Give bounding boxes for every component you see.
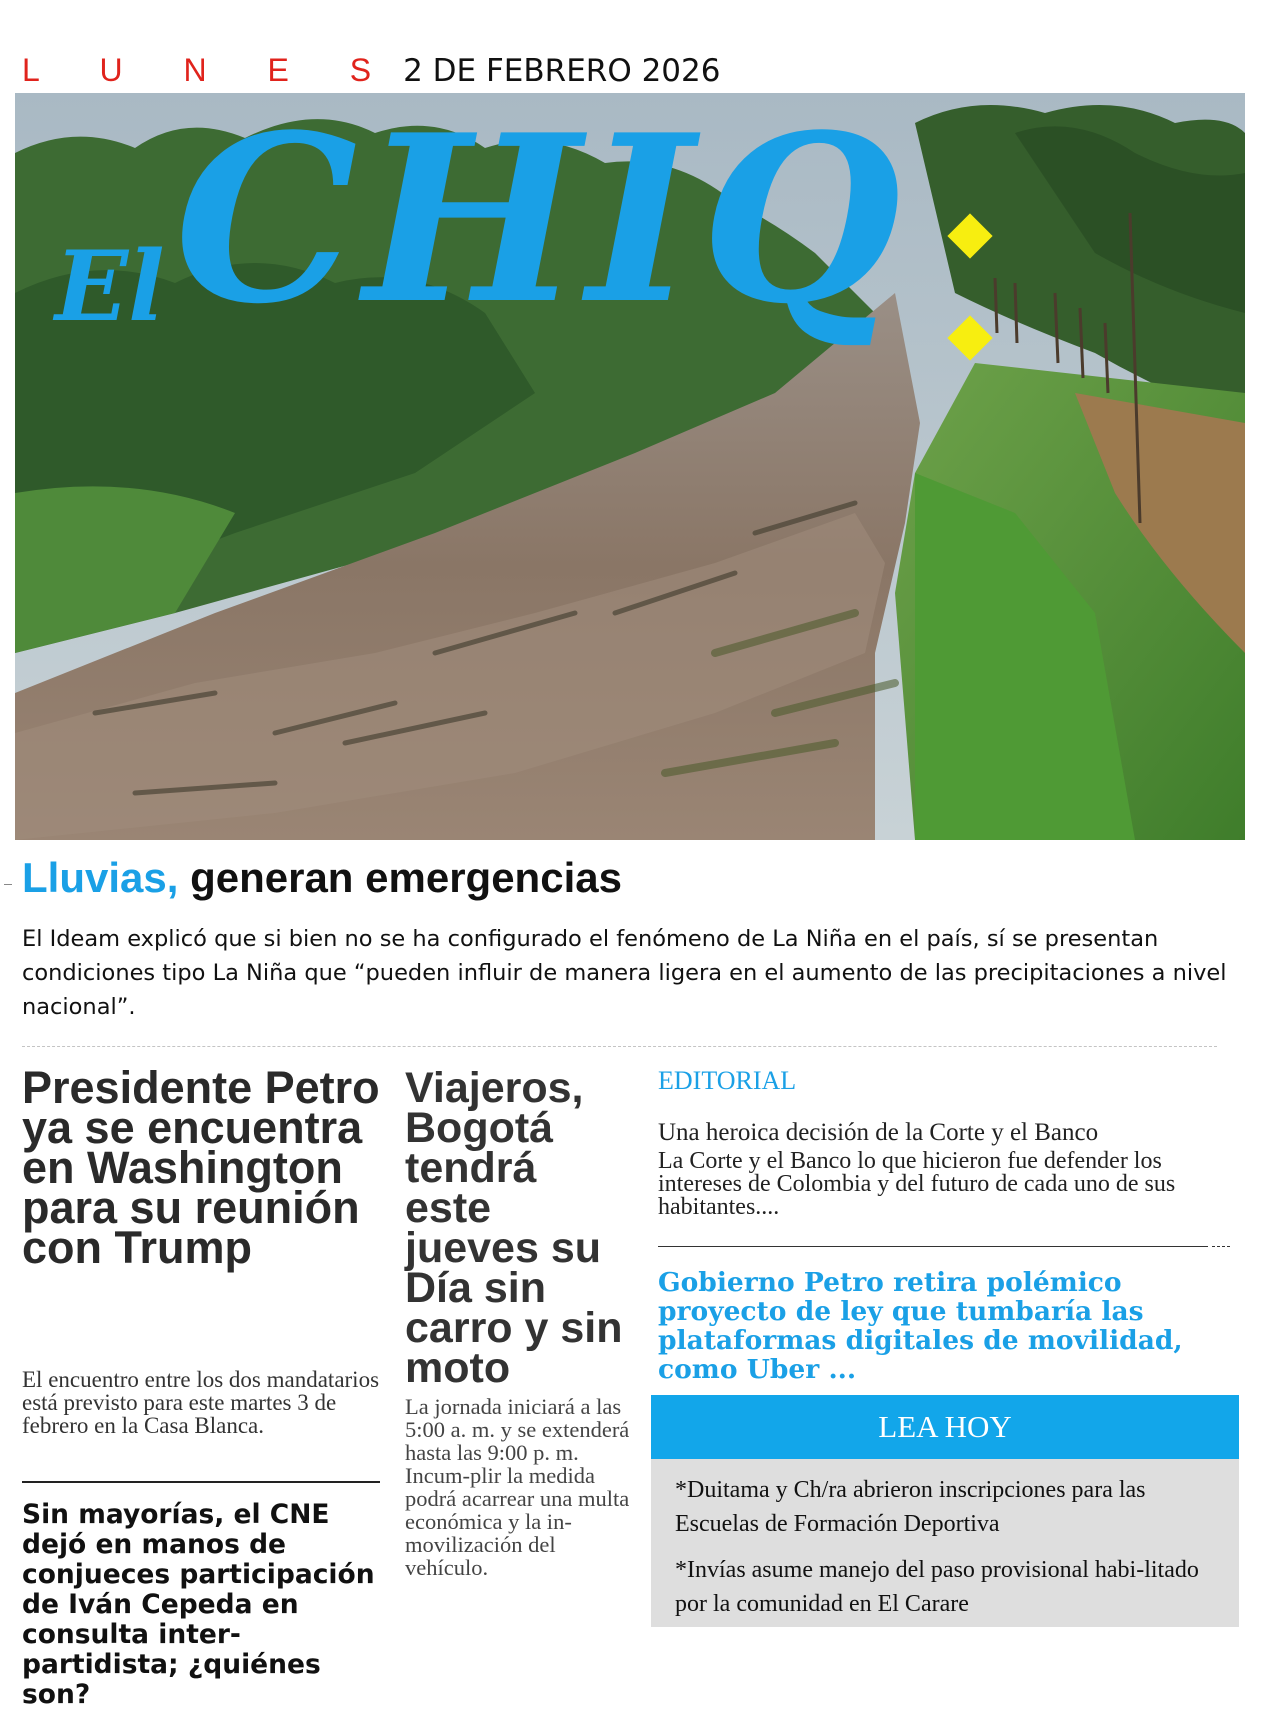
editorial-body: La Corte y el Banco lo que hicieron fue defender los intereses de Colombia y del futuro de cada uno de sus habitantes....	[658, 1148, 1176, 1220]
lea-hoy-item[interactable]: *Duitama y Ch/ra abrieron inscripciones para las Escuelas de Formación Deportiva	[675, 1477, 1146, 1537]
petro-washington-summary: El encuentro entre los dos mandatarios está previsto para este martes 3 de febrero en la Casa Blanca.	[22, 1367, 380, 1438]
editorial-divider-tail	[1212, 1246, 1230, 1247]
masthead	[55, 85, 907, 355]
dia-sin-carro-summary: La jornada iniciará a las 5:00 a. m. y se extenderá hasta las 9:00 p. m. Incum-plir la medida podrá acarrear una multa económica y la in-movilización del vehículo.	[405, 1394, 630, 1580]
cne-headline[interactable]: Sin mayorías, el CNE dejó en manos de conjueces participación de Iván Cepeda en consulta inter-partidista; ¿quiénes son?	[22, 1499, 375, 1710]
masthead-prefix: El	[55, 230, 165, 343]
dia-sin-carro-headline[interactable]: Viajeros, Bogotá tendrá este jueves su Día sin carro y sin moto	[405, 1064, 623, 1392]
lea-hoy-header	[651, 1395, 1239, 1459]
lead-headline-rest: generan emergencias	[178, 854, 622, 901]
editorial-label: EDITORIAL	[658, 1066, 797, 1095]
column1-divider	[22, 1481, 380, 1483]
section-divider	[22, 1046, 1217, 1047]
masthead-name: CHIQ	[174, 85, 907, 355]
margin-mark	[4, 884, 12, 885]
issue-date: 2 DE FEBRERO 2026	[403, 53, 721, 89]
lead-headline-accent: Lluvias,	[22, 854, 179, 901]
editorial-title[interactable]: Una heroica decisión de la Corte y el Banco	[658, 1119, 1099, 1146]
lead-summary: El Ideam explicó que si bien no se ha configurado el fenómeno de La Niña en el país, sí se presentan condiciones tipo La Niña que “pueden influir de manera ligera en el aumento de las precipitaciones a nivel nacional”.	[22, 926, 1227, 1020]
lea-hoy-list	[651, 1459, 1239, 1627]
uber-bill-headline[interactable]: Gobierno Petro retira polémico proyecto de ley que tumbaría las plataformas digitales de movilidad, como Uber ...	[658, 1267, 1183, 1385]
editorial-divider	[658, 1246, 1208, 1247]
lea-hoy-label: LEA HOY	[878, 1409, 1012, 1444]
petro-washington-headline[interactable]: Presidente Petro ya se encuentra en Washington para su reunión con Trump	[22, 1062, 380, 1273]
day-of-week: L U N E S	[22, 52, 398, 88]
lea-hoy-item[interactable]: *Invías asume manejo del paso provisional habi-litado por la comunidad en El Carare	[675, 1557, 1199, 1617]
lead-headline[interactable]	[22, 852, 622, 904]
